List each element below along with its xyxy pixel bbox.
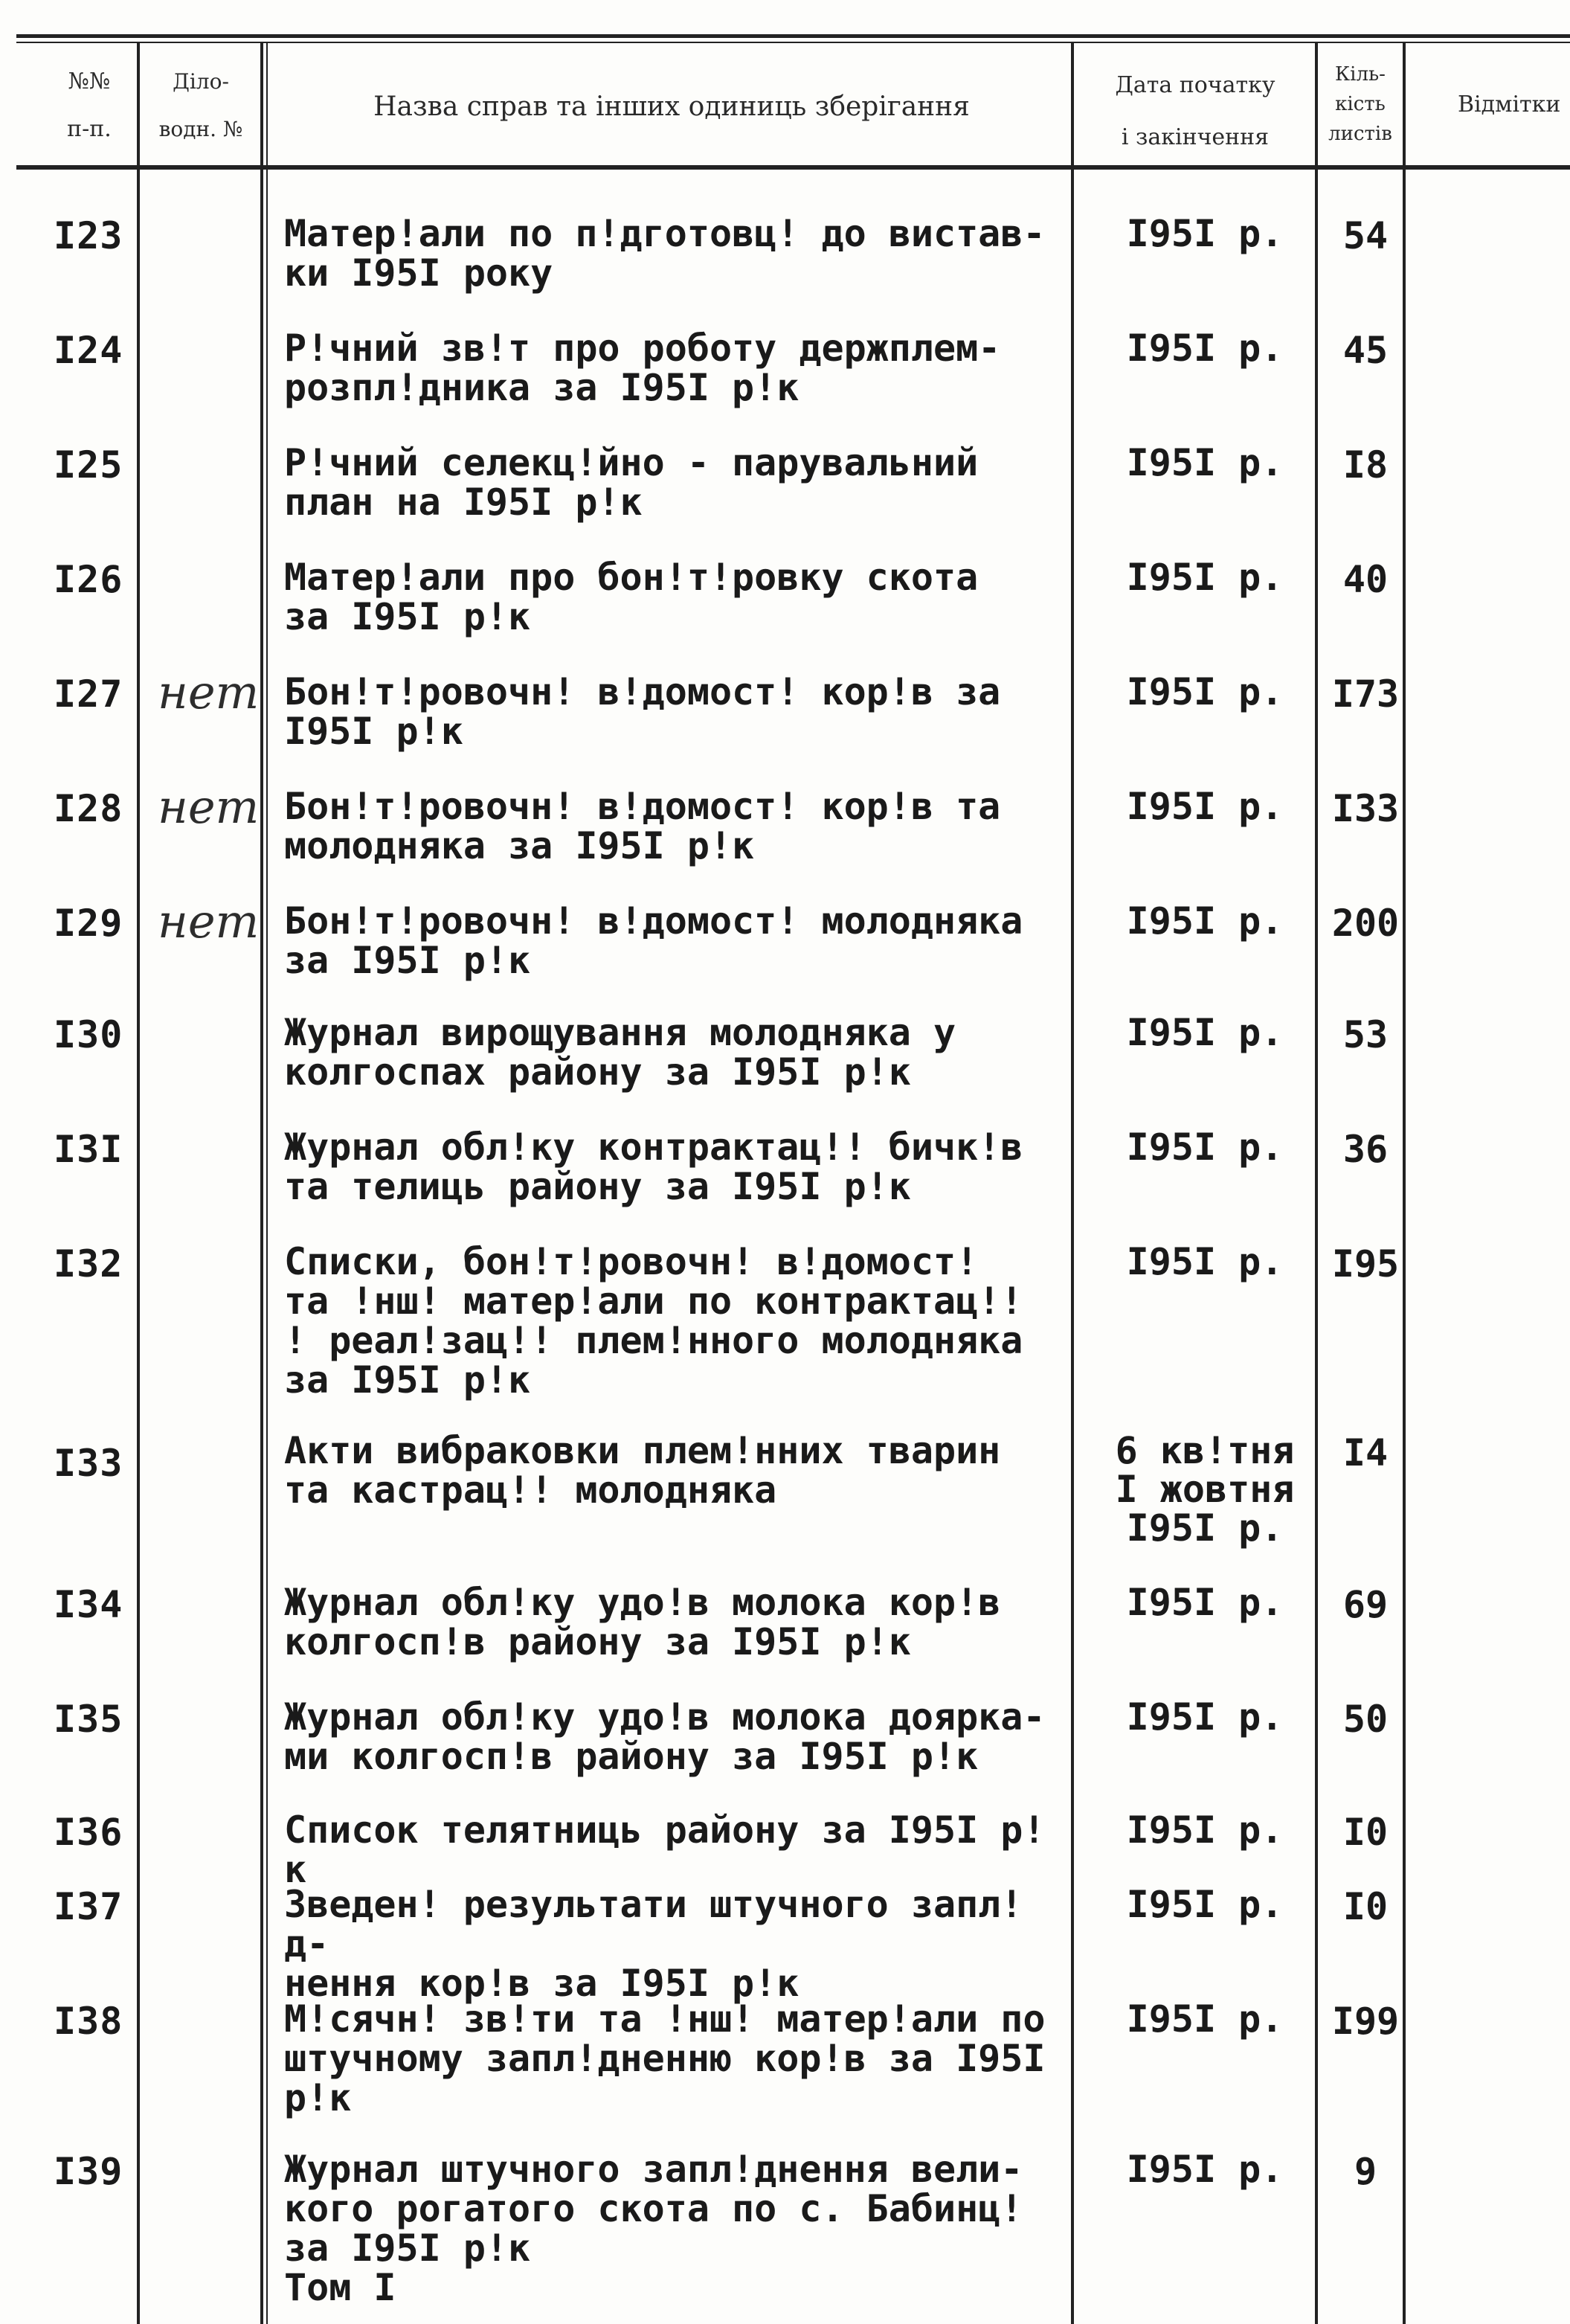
row-dates: I95I р. xyxy=(1126,1808,1284,1852)
row-dates: 6 кв!тня I жовтня I95I р. xyxy=(1115,1429,1295,1550)
header-title: Назва справ та інших одиниць зберігання xyxy=(373,92,970,122)
col-rule-2b xyxy=(266,43,268,2324)
header-office-line2: водн. № xyxy=(158,117,243,141)
row-dates: I95I р. xyxy=(1126,1581,1284,1624)
row-number: I37 xyxy=(54,1885,123,1928)
row-title: Акти вибраковки плем!нних тварин та кастрац!! молодняка xyxy=(284,1429,1001,1512)
row-title: Журнал штучного запл!днення вели- кого рогатого скота по с. Бабинц! за I95I р!к Том I xyxy=(284,2148,1023,2309)
row-dates: I95I р. xyxy=(1126,2148,1284,2191)
row-dates: I95I р. xyxy=(1126,327,1284,370)
row-number: I27 xyxy=(54,673,123,716)
row-count: 36 xyxy=(1342,1128,1389,1171)
row-dates: I95I р. xyxy=(1126,1695,1284,1739)
row-count: 54 xyxy=(1342,214,1389,257)
header-office xyxy=(143,58,259,153)
row-title: Зведен! результати штучного запл!д- нення кор!в за I95I р!к xyxy=(284,1883,1023,2005)
row-number: I3I xyxy=(54,1128,123,1171)
row-count: I99 xyxy=(1331,2000,1400,2043)
row-title: Р!чний селекц!йно - парувальний план на I95I р!к xyxy=(284,441,979,524)
office-mark: нет xyxy=(158,780,260,834)
row-title: М!сячн! зв!ти та !нш! матер!али по штучному запл!дненню кор!в за I95I р!к xyxy=(284,1997,1046,2119)
row-dates: I95I р. xyxy=(1126,556,1284,599)
row-number: I30 xyxy=(54,1013,123,1056)
row-count: 50 xyxy=(1342,1698,1389,1741)
row-dates: I95I р. xyxy=(1126,785,1284,828)
header-notes: Відмітки xyxy=(1458,92,1561,118)
row-number: I39 xyxy=(54,2150,123,2193)
row-count: I95 xyxy=(1331,1242,1400,1285)
row-number: I24 xyxy=(54,329,123,372)
row-title: Бон!т!ровочн! в!домост! кор!в за I95I р!к xyxy=(284,670,1001,753)
row-title: Матер!али про бон!т!ровку скота за I95I р!к xyxy=(284,556,979,638)
row-number: I38 xyxy=(54,2000,123,2043)
row-count: 9 xyxy=(1354,2150,1377,2193)
row-title: Журнал вирощування молодняка у колгоспах району за I95I р!к xyxy=(284,1011,956,1094)
row-number: I26 xyxy=(54,558,123,601)
row-dates: I95I р. xyxy=(1126,670,1284,713)
row-number: I34 xyxy=(54,1583,123,1626)
row-count: 45 xyxy=(1342,329,1389,372)
office-mark: нет xyxy=(158,665,260,719)
row-number: I36 xyxy=(54,1811,123,1854)
col-rule-3 xyxy=(1071,43,1074,2324)
row-count: I0 xyxy=(1342,1811,1389,1854)
row-dates: I95I р. xyxy=(1126,1126,1284,1169)
col-rule-1 xyxy=(137,43,140,2324)
row-title: Журнал обл!ку удо!в молока доярка- ми колгосп!в району за I95I р!к xyxy=(284,1695,1046,1778)
row-number: I25 xyxy=(54,443,123,487)
row-title: Списки, бон!т!ровочн! в!домост! та !нш! матер!али по контрактац!! ! реал!зац!! плем!нного молодняка за I95I р!к xyxy=(284,1240,1023,1402)
header-count xyxy=(1319,60,1401,149)
row-count: 69 xyxy=(1342,1583,1389,1626)
row-dates: I95I р. xyxy=(1126,441,1284,484)
row-title: Список телятниць району за I95I р!к xyxy=(284,1808,1046,1891)
row-number: I28 xyxy=(54,787,123,830)
row-number: I35 xyxy=(54,1698,123,1741)
header-count-line2: кість xyxy=(1335,93,1386,115)
header-num-line1: №№ xyxy=(68,68,111,94)
row-number: I32 xyxy=(54,1242,123,1285)
office-mark: нет xyxy=(158,894,260,948)
row-count: 53 xyxy=(1342,1013,1389,1056)
top-rule-thin xyxy=(16,42,1570,43)
row-dates: I95I р. xyxy=(1126,899,1284,943)
row-number: I29 xyxy=(54,902,123,945)
row-count: I8 xyxy=(1342,443,1389,487)
header-count-line1: Кіль- xyxy=(1335,63,1386,86)
header-dates-line1: Дата початку xyxy=(1115,72,1275,98)
row-title: Журнал обл!ку контрактац!! бичк!в та телиць району за I95I р!к xyxy=(284,1126,1023,1208)
header-dates-line2: і закінчення xyxy=(1121,124,1270,150)
row-count: I33 xyxy=(1331,787,1400,830)
row-title: Бон!т!ровочн! в!домост! молодняка за I95I р!к xyxy=(284,899,1023,982)
row-count: 200 xyxy=(1331,902,1400,945)
row-title: Журнал обл!ку удо!в молока кор!в колгосп!в району за I95I р!к xyxy=(284,1581,1001,1663)
col-rule-5 xyxy=(1403,43,1406,2324)
col-rule-2 xyxy=(260,43,263,2324)
header-num-line2: п-п. xyxy=(67,116,112,142)
row-dates: I95I р. xyxy=(1126,1997,1284,2041)
row-count: I4 xyxy=(1342,1431,1389,1474)
row-title: Бон!т!ровочн! в!домост! кор!в та молодняка за I95I р!к xyxy=(284,785,1001,867)
row-count: I73 xyxy=(1331,673,1400,716)
header-count-line3: листів xyxy=(1328,123,1392,145)
header-dates xyxy=(1077,60,1313,164)
row-count: I0 xyxy=(1342,1885,1389,1928)
header-bottom-rule xyxy=(16,165,1570,170)
row-dates: I95I р. xyxy=(1126,212,1284,255)
top-rule xyxy=(16,34,1570,38)
row-dates: I95I р. xyxy=(1126,1240,1284,1283)
col-rule-4 xyxy=(1315,43,1318,2324)
row-number: I23 xyxy=(54,214,123,257)
header-num xyxy=(45,58,134,153)
row-number: I33 xyxy=(54,1442,123,1485)
row-dates: I95I р. xyxy=(1126,1883,1284,1926)
row-title: Матер!али по п!дготовц! до вистав- ки I95I року xyxy=(284,212,1046,295)
row-dates: I95I р. xyxy=(1126,1011,1284,1054)
row-count: 40 xyxy=(1342,558,1389,601)
row-title: Р!чний зв!т про роботу держплем- розпл!дника за I95I р!к xyxy=(284,327,1001,409)
header-office-line1: Діло- xyxy=(173,69,229,94)
